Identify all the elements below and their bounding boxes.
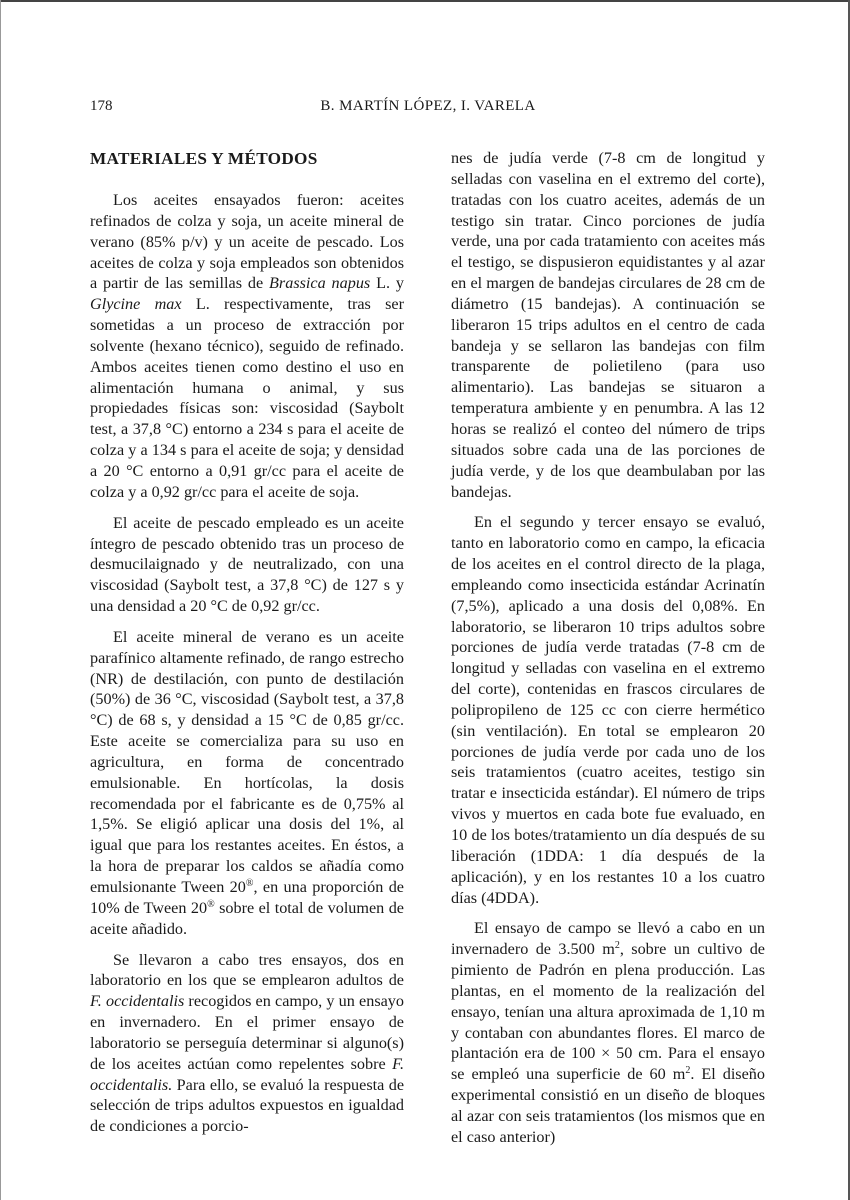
- paragraph-repellency-trial: nes de judía verde (7-8 cm de longitud y selladas con vaselina en el extremo del corte), tratadas con los cuatro aceites, además de un testigo sin tratar. Cinco porciones de judía verde, una por cada tratamiento con aceites más el testigo, se dispusieron equidistantes y al azar en el margen de bandejas circulares de 28 cm de diámetro (15 bandejas). A continuación se liberaron 15 trips adultos en el centro de cada bandeja y se sellaron las bandejas con film transparente de polietileno (para uso alimentario). Las bandejas se situaron a temperatura ambiente y en penumbra. A las 12 horas se realizó el conteo del número de trips situados sobre cada una de las porciones de judía verde, y de los que deambulaban por las bandejas.: [451, 149, 765, 501]
- page-number: 178: [90, 98, 113, 114]
- species-name: Glycine max: [90, 295, 182, 314]
- species-name: F. occidentalis: [90, 992, 185, 1011]
- paragraph-field-trial: El ensayo de campo se llevó a cabo en un invernadero de 3.500 $m^2$, sobre un cultivo de pimiento de Padrón en plena producción. Las plantas, en el momento de la realización del ensayo, tenían una altura aproximada de 1,10 m y contaban con abundantes flores. El marco de plantación era de 100 × 50 cm. Para el ensayo se empleó una superficie de 60 $m^2$. El diseño experimental consistió en un diseño de bloques al azar con seis tratamientos (los mismos que en el caso anterior): [451, 919, 765, 1146]
- page-header: [90, 98, 766, 120]
- species-name: Brassica napus: [269, 274, 371, 293]
- right-column: [451, 148, 765, 1148]
- left-column: [90, 148, 404, 1137]
- section-title: MATERIALES Y MÉTODOS: [90, 149, 318, 168]
- paragraph-oils-tested: Los aceites ensayados fueron: aceites refinados de colza y soja, un aceite mineral de verano (85% p/v) y un aceite de pescado. Los aceites de colza y soja empleados son obtenidos a partir de las semillas de Brassica napus L. y Glycine max L. respectivamente, tras ser sometidas a un proceso de extracción por solvente (hexano técnico), seguido de refinado. Ambos aceites tienen como destino el uso en alimentación humana o animal, y sus propiedades físicas son: viscosidad (Saybolt test, a 37,8 °C) entorno a 234 s para el aceite de colza y a 134 s para el aceite de soja; y densidad a 20 °C entorno a 0,91 gr/cc para el aceite de colza y a 0,92 gr/cc para el aceite de soja.: [90, 191, 404, 501]
- page-left-border: [0, 0, 1, 1200]
- paragraph-efficacy-trial: En el segundo y tercer ensayo se evaluó, tanto en laboratorio como en campo, la eficacia de los aceites en el control directo de la plaga, empleando como insecticida estándar Acrinatín (7,5%), aplicado a una dosis del 0,08%. En laboratorio, se liberaron 10 trips adultos sobre porciones de judía verde tratadas (7-8 cm de longitud y selladas con vaselina en el extremo del corte), contenidas en frascos circulares de polipropileno de 125 cc con cierre hermético (sin ventilación). En total se emplearon 20 porciones de judía verde por cada uno de los seis tratamientos (cuatro aceites, testigo sin tratar e insecticida estándar). El número de trips vivos y muertos en cada bote fue evaluado, en 10 de los botes/tratamiento un día después de su liberación (1DDA: 1 día después de la aplicación), y en los restantes 10 a los cuatro días (4DDA).: [451, 513, 765, 907]
- species-name: F. occidentalis.: [90, 1054, 404, 1094]
- running-head: B. MARTÍN LÓPEZ, I. VARELA: [320, 98, 536, 114]
- paragraph-fish-oil: El aceite de pescado empleado es un aceite íntegro de pescado obtenido tras un proceso de desmucilaignado y de neutralizado, con una viscosidad (Saybolt test, a 37,8 °C) de 127 s y una densidad a 20 °C de 0,92 gr/cc.: [90, 513, 404, 616]
- superscript-2: 2: [614, 940, 620, 952]
- registered-mark: ®: [245, 878, 254, 889]
- superscript-2: 2: [685, 1065, 691, 1077]
- paragraph-trials: Se llevaron a cabo tres ensayos, dos en laboratorio en los que se emplearon adultos de F. occidentalis recogidos en campo, y un ensayo en invernadero. En el primer ensayo de laboratorio se perseguía determinar si alguno(s) de los aceites actúan como repelentes sobre F. occidentalis. Para ello, se evaluó la respuesta de selección de trips adultos expuestos en igualdad de condiciones a porcio-: [90, 950, 404, 1136]
- page-top-border: [0, 0, 850, 2]
- paragraph-mineral-oil: El aceite mineral de verano es un aceite parafínico altamente refinado, de rango estrecho (NR) de destilación, con punto de destilación (50%) de 36 °C, viscosidad (Saybolt test, a 37,8 °C) de 68 s, y densidad a 15 °C de 0,85 gr/cc. Este aceite se comercializa para su uso en agricultura, en forma de concentrado emulsionable. En hortícolas, la dosis recomendada por el fabricante es de 0,75% al 1,5%. Se eligió aplicar una dosis del 1%, al igual que para los restantes aceites. En éstos, a la hora de preparar los caldos se añadía como emulsionante Tween 20®, en una proporción de 10% de Tween 20® sobre el total de volumen de aceite añadido.: [90, 627, 404, 938]
- registered-mark: ®: [207, 898, 215, 910]
